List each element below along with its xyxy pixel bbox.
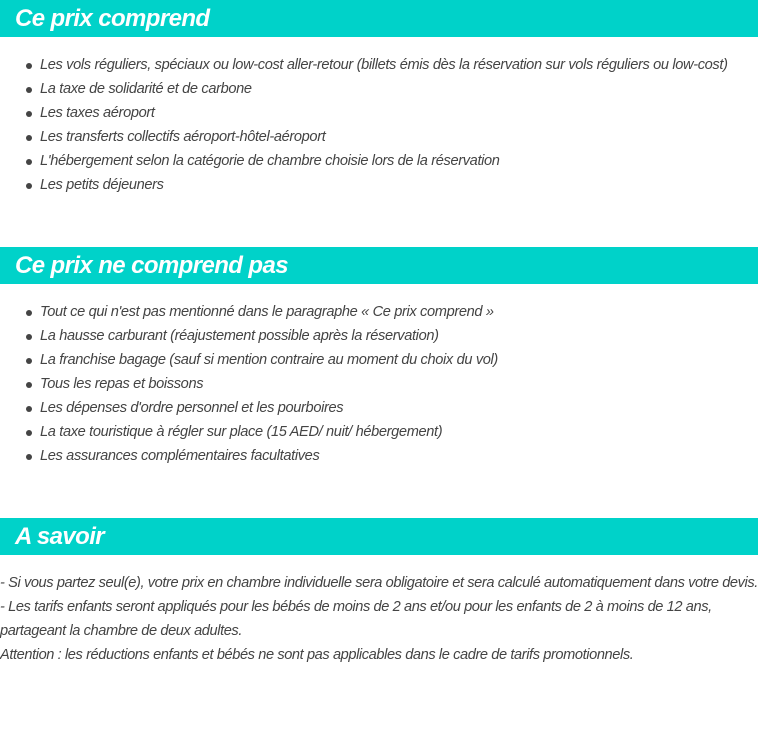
section-header-a-savoir: [0, 518, 758, 555]
list-item: Les taxes aéroport: [0, 101, 758, 125]
bullet-icon: [26, 63, 32, 69]
section-title: A savoir: [15, 523, 105, 550]
bullet-icon: [26, 430, 32, 436]
excluded-list: [0, 300, 758, 468]
bullet-icon: [26, 358, 32, 364]
list-item: Les transferts collectifs aéroport-hôtel-aéroport: [0, 125, 758, 149]
paragraph-single-traveler: - Si vous partez seul(e), votre prix en chambre individuelle sera obligatoire et sera calculé automatiquement dans votre devis.: [0, 575, 758, 591]
bullet-icon: [26, 310, 32, 316]
list-item: L'hébergement selon la catégorie de chambre choisie lors de la réservation: [0, 149, 758, 173]
included-list: [0, 53, 758, 197]
list-item: La hausse carburant (réajustement possible après la réservation): [0, 324, 758, 348]
bullet-icon: [26, 406, 32, 412]
a-savoir-text: [0, 571, 758, 667]
list-item: La taxe touristique à régler sur place (15 AED/ nuit/ hébergement): [0, 420, 758, 444]
section-header-ce-prix-ne-comprend-pas: [0, 247, 758, 284]
bullet-icon: [26, 334, 32, 340]
list-item: La franchise bagage (sauf si mention contraire au moment du choix du vol): [0, 348, 758, 372]
bullet-icon: [26, 454, 32, 460]
list-item: La taxe de solidarité et de carbone: [0, 77, 758, 101]
section-title: Ce prix ne comprend pas: [15, 252, 288, 279]
bullet-icon: [26, 159, 32, 165]
list-item: Tous les repas et boissons: [0, 372, 758, 396]
bullet-icon: [26, 135, 32, 141]
paragraph-child-rates: - Les tarifs enfants seront appliqués pour les bébés de moins de 2 ans et/ou pour les enfants de 2 à moins de 12 ans, partageant la chambre de deux adultes.: [0, 599, 712, 639]
list-item: Tout ce qui n'est pas mentionné dans le paragraphe « Ce prix comprend »: [0, 300, 758, 324]
list-item: Les vols réguliers, spéciaux ou low-cost aller-retour (billets émis dès la réservation sur vols réguliers ou low-cost): [0, 53, 758, 77]
bullet-icon: [26, 111, 32, 117]
list-item: Les dépenses d'ordre personnel et les pourboires: [0, 396, 758, 420]
section-title: Ce prix comprend: [15, 5, 210, 32]
bullet-icon: [26, 382, 32, 388]
list-item: Les petits déjeuners: [0, 173, 758, 197]
bullet-icon: [26, 87, 32, 93]
list-item: Les assurances complémentaires facultatives: [0, 444, 758, 468]
paragraph-attention: Attention : les réductions enfants et bébés ne sont pas applicables dans le cadre de tarifs promotionnels.: [0, 647, 634, 663]
section-header-ce-prix-comprend: [0, 0, 758, 37]
bullet-icon: [26, 183, 32, 189]
